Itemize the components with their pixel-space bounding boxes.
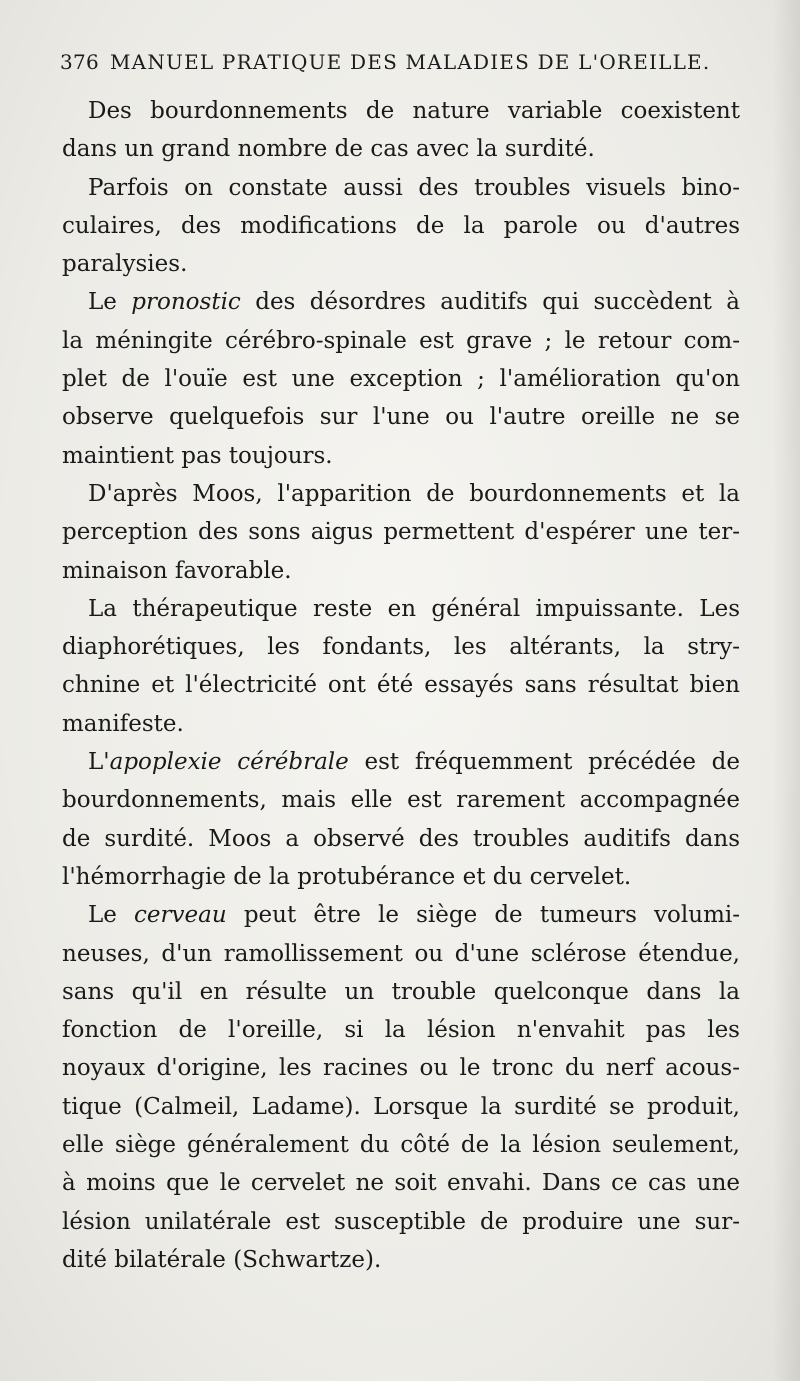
text-line [62,743,740,781]
text-segment: Le [88,289,132,316]
text-line: elle siège généralement du côté de la lésion seulement, [62,1132,740,1159]
text-line: Des bourdonnements de nature variable coexistent [88,98,740,124]
running-title: MANUEL PRATIQUE DES MALADIES DE L'OREILLE. [110,50,711,74]
body-text [62,92,740,1279]
text-line: manifeste. [62,710,184,737]
text-line: dans un grand nombre de cas avec la surdité. [62,136,595,163]
text-line: dité bilatérale (Schwartze). [62,1246,382,1273]
text-line: maintient pas toujours. [62,442,333,469]
italic-term: cerveau [134,902,227,929]
text-segment: des désordres auditifs qui succèdent à [240,289,740,316]
text-line [62,283,740,321]
italic-term: apoplexie cérébrale [109,749,349,776]
text-line: sans qu'il en résulte un trouble quelconque dans la [62,978,740,1005]
text-line: minaison favorable. [62,557,292,584]
text-line: fonction de l'oreille, si la lésion n'envahit pas les [62,1017,740,1044]
text-line: observe quelquefois sur l'une ou l'autre oreille ne se [62,404,740,431]
text-segment: L' [88,749,110,776]
text-line: chnine et l'électricité ont été essayés sans résultat bien [62,672,740,699]
text-line: culaires, des modifications de la parole ou d'autres [62,212,740,239]
text-line: tique (Calmeil, Ladame). Lorsque la surdité se produit, [62,1093,740,1120]
text-line: de surdité. Moos a observé des troubles auditifs dans [62,825,740,852]
running-header [60,50,740,74]
text-line: diaphorétiques, les fondants, les altérants, la stry- [62,634,740,661]
page-number: 376 [60,50,100,74]
text-line: plet de l'ouïe est une exception ; l'amélioration qu'on [62,366,740,393]
text-line: lésion unilatérale est susceptible de produire une sur- [62,1208,740,1235]
page-edge-shadow [772,0,800,1381]
text-line: perception des sons aigus permettent d'espérer une ter- [62,519,740,546]
text-line: La thérapeutique reste en général impuissante. Les [88,595,740,622]
text-line: bourdonnements, mais elle est rarement accompagnée [62,787,740,814]
text-line: à moins que le cervelet ne soit envahi. Dans ce cas une [62,1170,740,1197]
text-line: la méningite cérébro-spinale est grave ; le retour com- [62,327,740,354]
text-segment: est fréquemment précédée de [348,749,740,776]
italic-term: pronostic [131,289,241,316]
text-line [62,896,740,934]
text-line: paralysies. [62,251,188,278]
text-line: l'hémorrhagie de la protubérance et du cervelet. [62,863,632,890]
text-line: D'après Moos, l'apparition de bourdonnements et la [88,480,740,507]
text-line: noyaux d'origine, les racines ou le tronc du nerf acous- [62,1055,740,1082]
text-segment: peut être le siège de tumeurs volumi- [226,902,741,929]
text-line: neuses, d'un ramollissement ou d'une sclérose étendue, [62,940,740,967]
text-line: Parfois on constate aussi des troubles visuels bino- [88,174,740,201]
text-segment: Le [88,902,135,929]
